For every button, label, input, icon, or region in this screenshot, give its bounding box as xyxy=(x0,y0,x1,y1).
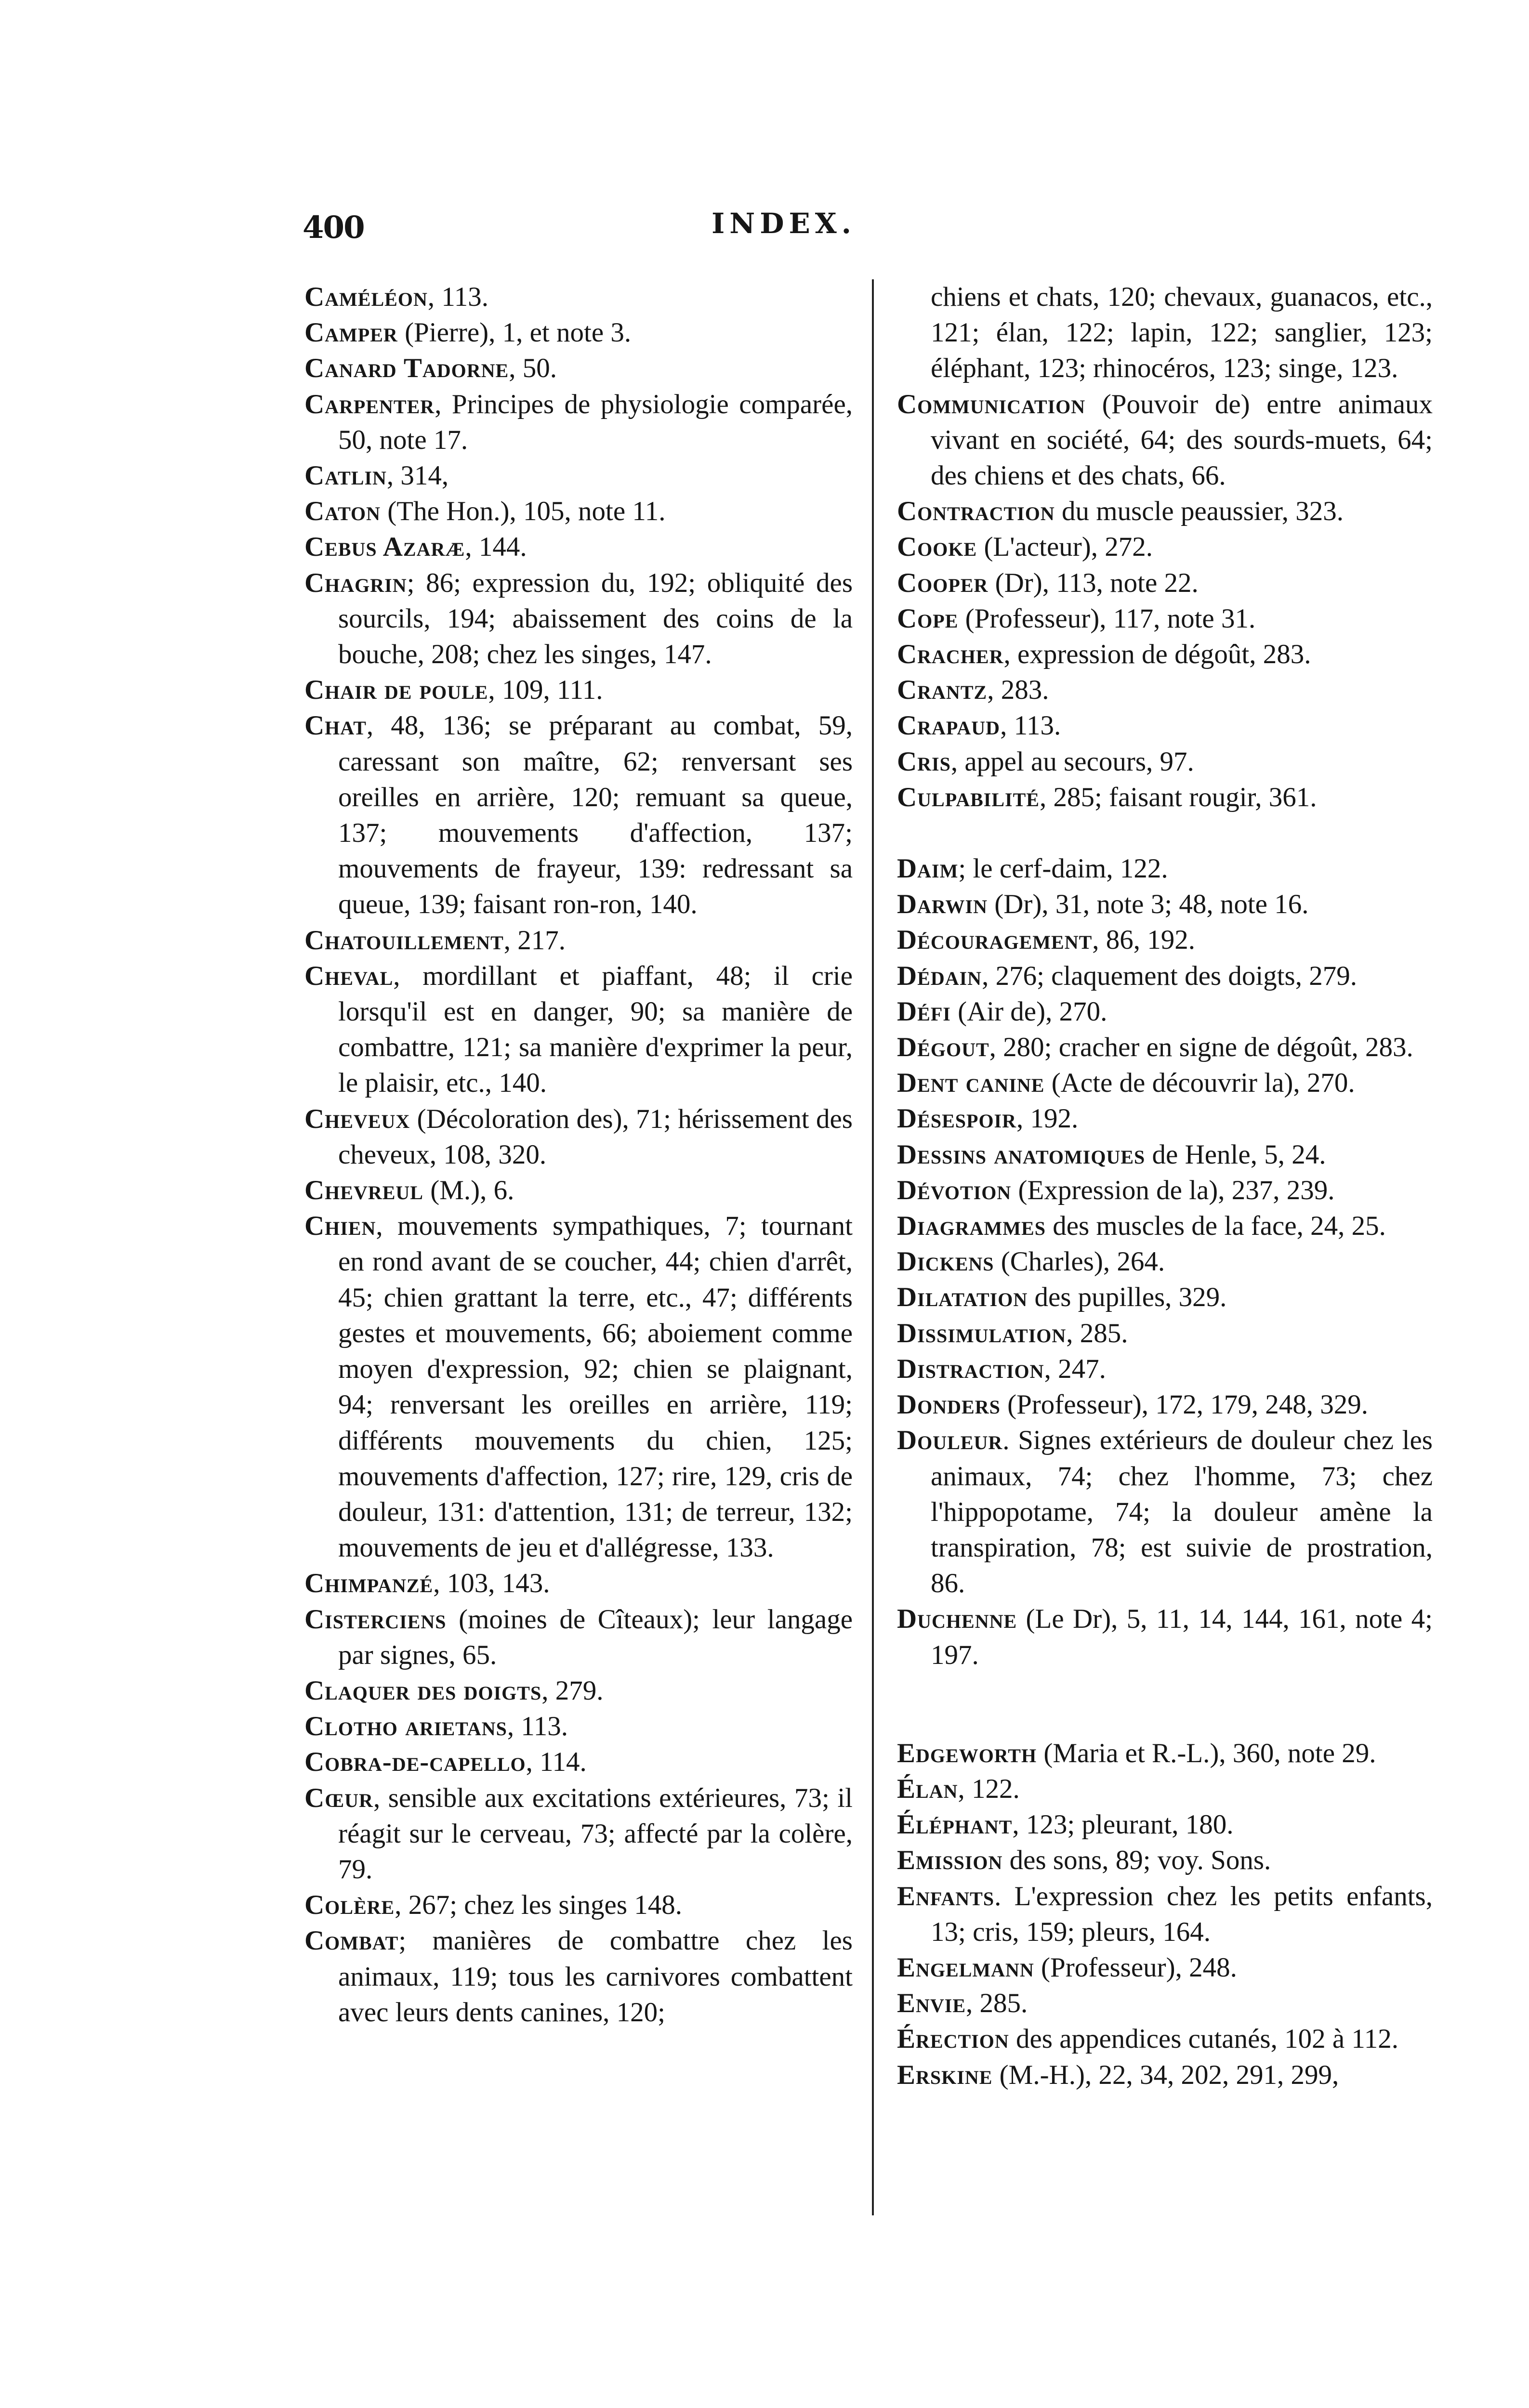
index-entry: Chair de poule, 109, 111. xyxy=(304,675,603,706)
index-entry: Crantz, 283. xyxy=(897,675,1049,706)
index-column-left xyxy=(304,279,853,2030)
letter-section-gap xyxy=(897,815,1433,851)
index-entry: Défi (Air de), 270. xyxy=(897,996,1107,1027)
index-entry: Colère, 267; chez les singes 148. xyxy=(304,1890,683,1921)
index-entry: Dissimulation, 285. xyxy=(897,1318,1128,1348)
index-entry: Duchenne (Le Dr), 5, 11, 14, 144, 161, note 4; 197. xyxy=(897,1604,1433,1670)
index-entry: Culpabilité, 285; faisant rougir, 361. xyxy=(897,782,1317,812)
index-entry: Dickens (Charles), 264. xyxy=(897,1246,1165,1277)
running-head: INDEX. xyxy=(712,207,856,240)
index-entry: Distraction, 247. xyxy=(897,1353,1106,1384)
index-entry: Chagrin; 86; expression du, 192; obliquité des sourcils, 194; abaissement des coins de la bouche, 208; chez les singes, 147. xyxy=(304,567,853,670)
index-entry: Dilatation des pupilles, 329. xyxy=(897,1282,1227,1313)
index-entry: Dégout, 280; cracher en signe de dégoût, 283. xyxy=(897,1032,1413,1063)
index-entry: Dent canine (Acte de découvrir la), 270. xyxy=(897,1068,1355,1099)
index-entry: Contraction du muscle peaussier, 323. xyxy=(897,496,1344,527)
index-entry-continued: chiens et chats, 120; chevaux, guanacos, etc., 121; élan, 122; lapin, 122; sanglier, 123; éléphant, 123; rhinocéros, 123; singe, 123. xyxy=(931,282,1433,384)
index-entry: Catlin, 314, xyxy=(304,460,449,491)
index-entry: Communication (Pouvoir de) entre animaux vivant en société, 64; des sourds-muets, 64; des chiens et des chats, 66. xyxy=(897,389,1433,491)
index-entry: Chimpanzé, 103, 143. xyxy=(304,1568,550,1599)
index-column-right xyxy=(897,279,1433,2093)
index-entry: Découragement, 86, 192. xyxy=(897,925,1196,955)
index-entry: Edgeworth (Maria et R.-L.), 360, note 29. xyxy=(897,1738,1376,1768)
index-entry: Camper (Pierre), 1, et note 3. xyxy=(304,317,632,348)
index-entry: Caméléon, 113. xyxy=(304,282,488,312)
index-entry: Diagrammes des muscles de la face, 24, 25. xyxy=(897,1211,1386,1242)
index-entry: Élan, 122. xyxy=(897,1773,1020,1804)
index-entry: Donders (Professeur), 172, 179, 248, 329. xyxy=(897,1389,1368,1420)
index-entry: Chat, 48, 136; se préparant au combat, 59, caressant son maître, 62; renversant ses oreilles en arrière, 120; remuant sa queue, 137; mouvements d'affection, 137; mouvements de frayeur, 139: redressant sa queue, 139; faisant ron-ron, 140. xyxy=(304,710,853,920)
index-entry: Combat; manières de combattre chez les animaux, 119; tous les carnivores combattent avec leurs dents canines, 120; xyxy=(304,1925,853,2028)
page-number: 400 xyxy=(303,209,364,246)
index-entry: Darwin (Dr), 31, note 3; 48, note 16. xyxy=(897,889,1309,920)
index-entry: Cobra-de-capello, 114. xyxy=(304,1747,587,1778)
index-entry: Cracher, expression de dégoût, 283. xyxy=(897,639,1311,670)
index-entry: Claquer des doigts, 279. xyxy=(304,1675,604,1706)
index-entry: Enfants. L'expression chez les petits enfants, 13; cris, 159; pleurs, 164. xyxy=(897,1881,1433,1947)
index-entry: Dessins anatomiques de Henle, 5, 24. xyxy=(897,1139,1326,1170)
column-divider xyxy=(872,279,874,2215)
index-entry: Éléphant, 123; pleurant, 180. xyxy=(897,1809,1234,1840)
index-entry: Crapaud, 113. xyxy=(897,710,1061,741)
index-entry: Chatouillement, 217. xyxy=(304,925,566,955)
index-entry: Désespoir, 192. xyxy=(897,1103,1079,1134)
letter-section-gap xyxy=(897,1673,1433,1736)
index-entry: Erskine (M.-H.), 22, 34, 202, 291, 299, xyxy=(897,2059,1339,2090)
index-entry: Cebus Azaræ, 144. xyxy=(304,532,527,563)
index-entry: Chien, mouvements sympathiques, 7; tournant en rond avant de se coucher, 44; chien d'arrêt, 45; chien grattant la terre, etc., 47; différents gestes et mouvements, 66; aboiement comme moyen d'expression, 92; chien se plaignant, 94; renversant les oreilles en arrière, 119; différents mouvements du chien, 125; mouvements d'affection, 127; rire, 129, cris de douleur, 131: d'attention, 131; de terreur, 132; mouvements de jeu et d'allégresse, 133. xyxy=(304,1211,853,1563)
index-entry: Cœur, sensible aux excitations extérieures, 73; il réagit sur le cerveau, 73; affecté par la colère, 79. xyxy=(304,1782,853,1885)
index-entry: Cheveux (Décoloration des), 71; hérissement des cheveux, 108, 320. xyxy=(304,1103,853,1170)
index-entry: Cope (Professeur), 117, note 31. xyxy=(897,603,1256,634)
index-entry: Emission des sons, 89; voy. Sons. xyxy=(897,1845,1271,1876)
index-entry: Cooke (L'acteur), 272. xyxy=(897,532,1153,563)
index-entry: Clotho arietans, 113. xyxy=(304,1711,568,1742)
index-entry: Engelmann (Professeur), 248. xyxy=(897,1952,1237,1983)
index-entry: Cooper (Dr), 113, note 22. xyxy=(897,567,1199,598)
index-entry: Cisterciens (moines de Cîteaux); leur langage par signes, 65. xyxy=(304,1604,853,1670)
index-entry: Douleur. Signes extérieurs de douleur chez les animaux, 74; chez l'homme, 73; chez l'hippopotame, 74; la douleur amène la transpiration, 78; est suivie de prostration, 86. xyxy=(897,1425,1433,1599)
index-entry: Carpenter, Principes de physiologie comparée, 50, note 17. xyxy=(304,389,853,455)
index-entry: Dédain, 276; claquement des doigts, 279. xyxy=(897,960,1357,991)
index-entry: Cris, appel au secours, 97. xyxy=(897,746,1194,777)
index-entry: Canard Tadorne, 50. xyxy=(304,353,557,384)
index-entry: Érection des appendices cutanés, 102 à 112. xyxy=(897,2024,1399,2055)
index-entry: Envie, 285. xyxy=(897,1988,1028,2019)
index-entry: Daim; le cerf-daim, 122. xyxy=(897,853,1168,884)
index-entry: Cheval, mordillant et piaffant, 48; il crie lorsqu'il est en danger, 90; sa manière de combattre, 121; sa manière d'exprimer la peur, le plaisir, etc., 140. xyxy=(304,960,853,1099)
index-entry: Chevreul (M.), 6. xyxy=(304,1175,514,1206)
index-entry: Caton (The Hon.), 105, note 11. xyxy=(304,496,666,527)
index-entry: Dévotion (Expression de la), 237, 239. xyxy=(897,1175,1335,1205)
